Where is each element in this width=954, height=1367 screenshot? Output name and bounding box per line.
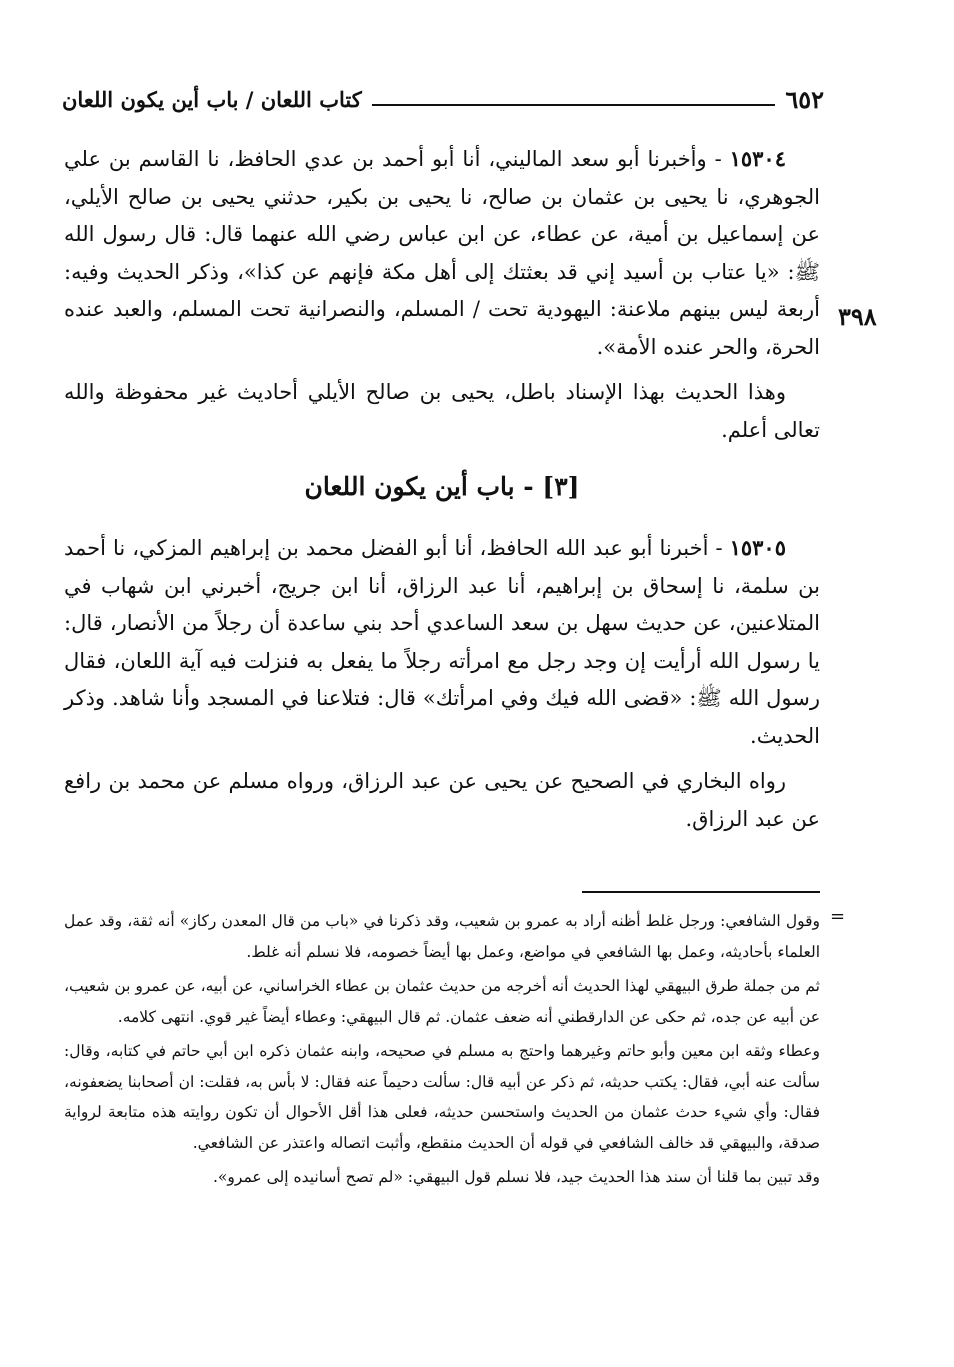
footnote-paragraph: وقد تبين بما قلنا أن سند هذا الحديث جيد، فلا نسلم قول البيهقي: «لم تصح أسانيده إلى عمرو».: [213, 1168, 820, 1186]
main-text: [64, 140, 820, 846]
page-number: ٦٥٢: [785, 84, 824, 114]
footnote-paragraph: ثم من جملة طرق البيهقي لهذا الحديث أنه أخرجه من حديث عثمان بن عطاء الخراساني، عن أبيه، عن عمرو بن شعيب، عن أبيه عن جده، ثم حكى عن الدارقطني أنه ضعف عثمان. ثم قال البيهقي: وعطاء أيضاً غير قوي. انتهى كلامه.: [64, 977, 820, 1026]
hadith-15304: [64, 140, 820, 366]
footnote-paragraph: وقول الشافعي: ورجل غلط أظنه أراد به عمرو بن شعيب، وقد ذكرنا في «باب من قال المعدن ركاز» أنه ثقة، وقد عمل العلماء بأحاديثه، وعمل بها الشافعي في مواضع، وعمل بها أيضاً خصومه، فلا نسلم أنه غلط.: [64, 912, 820, 961]
section-heading: [٣] - باب أين يكون اللعان: [304, 472, 580, 501]
header-rule: [372, 104, 776, 106]
footnotes: [64, 906, 820, 1197]
remark-paragraph: رواه البخاري في الصحيح عن يحيى عن عبد الرزاق، ورواه مسلم عن محمد بن رافع عن عبد الرزاق.: [64, 769, 820, 831]
hadith-text: - وأخبرنا أبو سعد الماليني، أنا أبو أحمد بن عدي الحافظ، نا القاسم بن علي الجوهري، نا يحيى بن عثمان بن صالح، نا يحيى بن بكير، حدثني يحيى بن صالح الأيلي، عن إسماعيل بن أمية، عن عطاء، عن ابن عباس رضي الله عنهما قال: قال رسول الله ﷺ: «يا عتاب بن أسيد إني قد بعثتك إلى أهل مكة فإنهم عن كذا»، وذكر الحديث وفيه: أربعة ليس بينهم ملاعنة: اليهودية تحت / المسلم، والنصرانية تحت المسلم، والعبد عنده الحرة، والحر عنده الأمة».: [64, 147, 820, 359]
hadith-text: - أخبرنا أبو عبد الله الحافظ، أنا أبو الفضل محمد بن إبراهيم المزكي، نا أحمد بن سلمة، نا إسحاق بن إبراهيم، أنا عبد الرزاق، أنا ابن جريج، أخبرني ابن شهاب في المتلاعنين، عن حديث سهل بن سعد الساعدي أحد بني ساعدة أن رجلاً من الأنصار، قال: يا رسول الله أرأيت إن وجد رجل مع امرأته رجلاً ما يفعل به فنزلت فيه آية اللعان، فقال رسول الله ﷺ: «قضى الله فيك وفي امرأتك» قال: فتلاعنا في المسجد وأنا شاهد. وذكر الحديث.: [64, 536, 820, 748]
remark-paragraph: وهذا الحديث بهذا الإسناد باطل، يحيى بن صالح الأيلي أحاديث غير محفوظة والله تعالى أعلم.: [64, 380, 820, 442]
footnote-separator: [582, 891, 820, 893]
hadith-number: ١٥٣٠٤: [729, 146, 786, 171]
running-header: [62, 82, 824, 116]
running-title: كتاب اللعان / باب أين يكون اللعان: [62, 86, 362, 112]
footnote-continuation-mark: =: [830, 906, 846, 927]
footnote-paragraph: وعطاء وثقه ابن معين وأبو حاتم وغيرهما واحتج به مسلم في صحيحه، وابنه عثمان ذكره ابن أبي حاتم في كتابه، وقال: سألت عنه أبي، فقال: يكتب حديثه، ثم ذكر عن أبيه قال: سألت دحيماً عنه فقال: لا بأس به، فقلت: ان أصحابنا يضعفونه، فقال: وأي شيء حدث عثمان من الحديث واستحسن حديثه، فعلى هذا أقل الأحوال أن تكون روايته هذه متابعة لرواية صدقة، والبيهقي قد خالف الشافعي في قوله أن الحديث منقطع، وأثبت اتصاله واعتذر عن الشافعي.: [64, 1042, 820, 1152]
margin-page-reference: ٣٩٨: [838, 302, 877, 331]
hadith-15305: [64, 529, 820, 755]
hadith-number: ١٥٣٠٥: [729, 535, 786, 560]
